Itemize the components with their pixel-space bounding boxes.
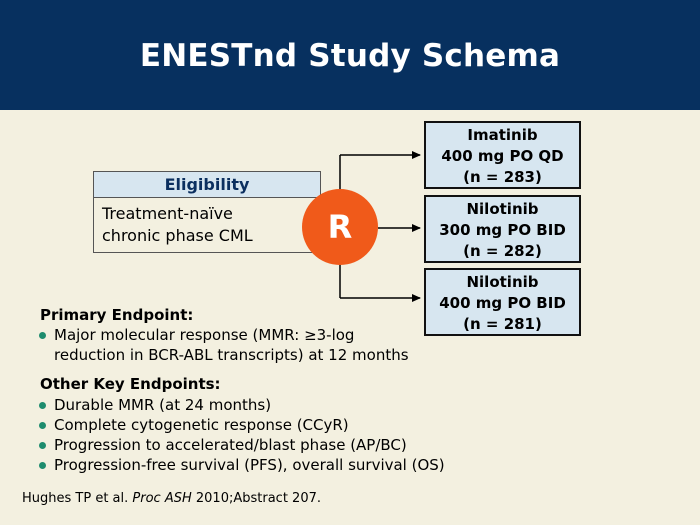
arm-dose: 300 mg PO BID [439, 221, 566, 239]
citation-details: 2010;Abstract 207. [195, 491, 322, 506]
primary-endpoint-list [38, 325, 409, 365]
arm-box-nilotinib-300 [424, 195, 581, 263]
eligibility-line-1: Treatment-naïve [102, 204, 233, 223]
bullet-dot-icon [39, 442, 46, 449]
arm-drug: Imatinib [467, 126, 538, 144]
other-endpoint-text: Progression-free survival (PFS), overall survival (OS) [54, 456, 445, 474]
arm-dose: 400 mg PO QD [441, 147, 564, 165]
citation [22, 491, 321, 506]
arm-n: (n = 282) [463, 242, 542, 260]
bullet-dot-icon [39, 402, 46, 409]
eligibility-line-2: chronic phase CML [102, 226, 253, 245]
arm-box-imatinib-400 [424, 121, 581, 189]
bullet-dot-icon [39, 422, 46, 429]
arm-drug: Nilotinib [466, 200, 539, 218]
primary-endpoint-title: Primary Endpoint: [40, 306, 194, 324]
other-endpoint-text: Progression to accelerated/blast phase (AP/BC) [54, 436, 407, 454]
other-endpoints-list [38, 395, 445, 475]
list-item [38, 415, 445, 435]
bullet-dot-icon [39, 462, 46, 469]
list-item [38, 455, 445, 475]
list-item [38, 325, 409, 345]
eligibility-box [93, 171, 321, 253]
list-item-continuation [38, 345, 409, 365]
other-endpoint-text: Complete cytogenetic response (CCyR) [54, 416, 349, 434]
arm-n: (n = 281) [463, 315, 542, 333]
eligibility-criteria [94, 198, 320, 247]
primary-endpoint-line-1: Major molecular response (MMR: ≥3-log [54, 326, 355, 344]
other-endpoints-title: Other Key Endpoints: [40, 375, 221, 393]
arm-box-nilotinib-400 [424, 268, 581, 336]
arm-n: (n = 283) [463, 168, 542, 186]
citation-journal: Proc ASH [132, 491, 192, 506]
other-endpoint-text: Durable MMR (at 24 months) [54, 396, 272, 414]
slide-title: ENESTnd Study Schema [139, 38, 561, 74]
randomization-circle: R [302, 189, 378, 265]
list-item [38, 435, 445, 455]
arm-dose: 400 mg PO BID [439, 294, 566, 312]
bullet-dot-icon [39, 332, 46, 339]
primary-endpoint-line-2: reduction in BCR-ABL transcripts) at 12 months [54, 346, 409, 364]
eligibility-title: Eligibility [94, 172, 320, 198]
list-item [38, 395, 445, 415]
citation-authors: Hughes TP et al. [22, 491, 129, 506]
arm-drug: Nilotinib [466, 273, 539, 291]
